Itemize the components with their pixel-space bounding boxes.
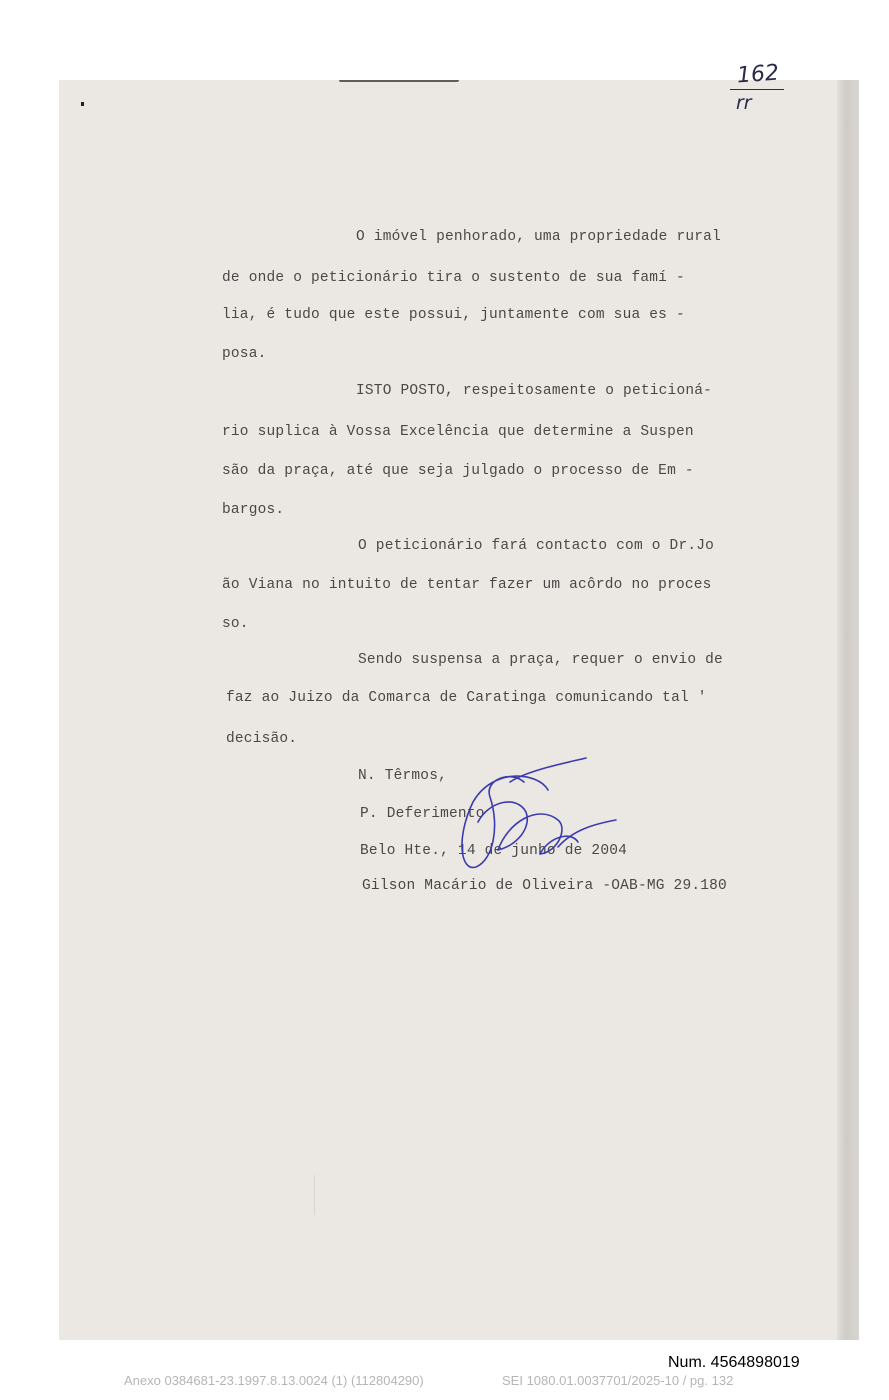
folio-mark xyxy=(728,62,788,114)
body-line: bargos. xyxy=(222,502,285,518)
folio-number: 162 xyxy=(736,60,780,89)
body-line: de onde o peticionário tira o sustento de sua famí - xyxy=(222,270,685,286)
scan-top-mark xyxy=(339,80,459,82)
body-line: decisão. xyxy=(226,731,298,747)
handwritten-signature xyxy=(398,742,628,877)
footer-sei-reference: SEI 1080.01.0037701/2025-10 / pg. 132 xyxy=(502,1373,734,1388)
scanned-page xyxy=(59,80,859,1340)
closing-author: Gilson Macário de Oliveira -OAB-MG 29.180 xyxy=(362,878,727,894)
body-line: rio suplica à Vossa Excelência que determine a Suspen xyxy=(222,424,694,440)
scan-speck xyxy=(81,102,84,106)
body-line: so. xyxy=(222,616,249,632)
document-number: Num. 4564898019 xyxy=(668,1354,800,1371)
body-line: lia, é tudo que este possui, juntamente com sua es - xyxy=(222,307,685,323)
body-line: ISTO POSTO, respeitosamente o peticioná- xyxy=(356,383,713,399)
body-line: são da praça, até que seja julgado o processo de Em - xyxy=(222,463,694,479)
closing-terms: N. Têrmos, xyxy=(358,768,448,784)
folio-initials: rr xyxy=(736,92,752,114)
body-line: O peticionário fará contacto com o Dr.Jo xyxy=(358,538,715,554)
closing-deferment: P. Deferimento xyxy=(360,806,485,822)
body-line: posa. xyxy=(222,346,267,362)
body-line: ão Viana no intuito de tentar fazer um acôrdo no proces xyxy=(222,577,712,593)
body-line: O imóvel penhorado, uma propriedade rural xyxy=(356,229,721,245)
scan-faint-mark xyxy=(314,1175,315,1215)
folio-rule xyxy=(730,89,784,90)
body-line: Sendo suspensa a praça, requer o envio de xyxy=(358,652,723,668)
scan-edge-shadow xyxy=(837,80,859,1340)
closing-place-date: Belo Hte., 14 de junho de 2004 xyxy=(360,843,628,859)
footer-annex-reference: Anexo 0384681-23.1997.8.13.0024 (1) (112804290) xyxy=(124,1373,424,1388)
body-line: faz ao Juizo da Comarca de Caratinga comunicando tal ' xyxy=(226,690,707,706)
